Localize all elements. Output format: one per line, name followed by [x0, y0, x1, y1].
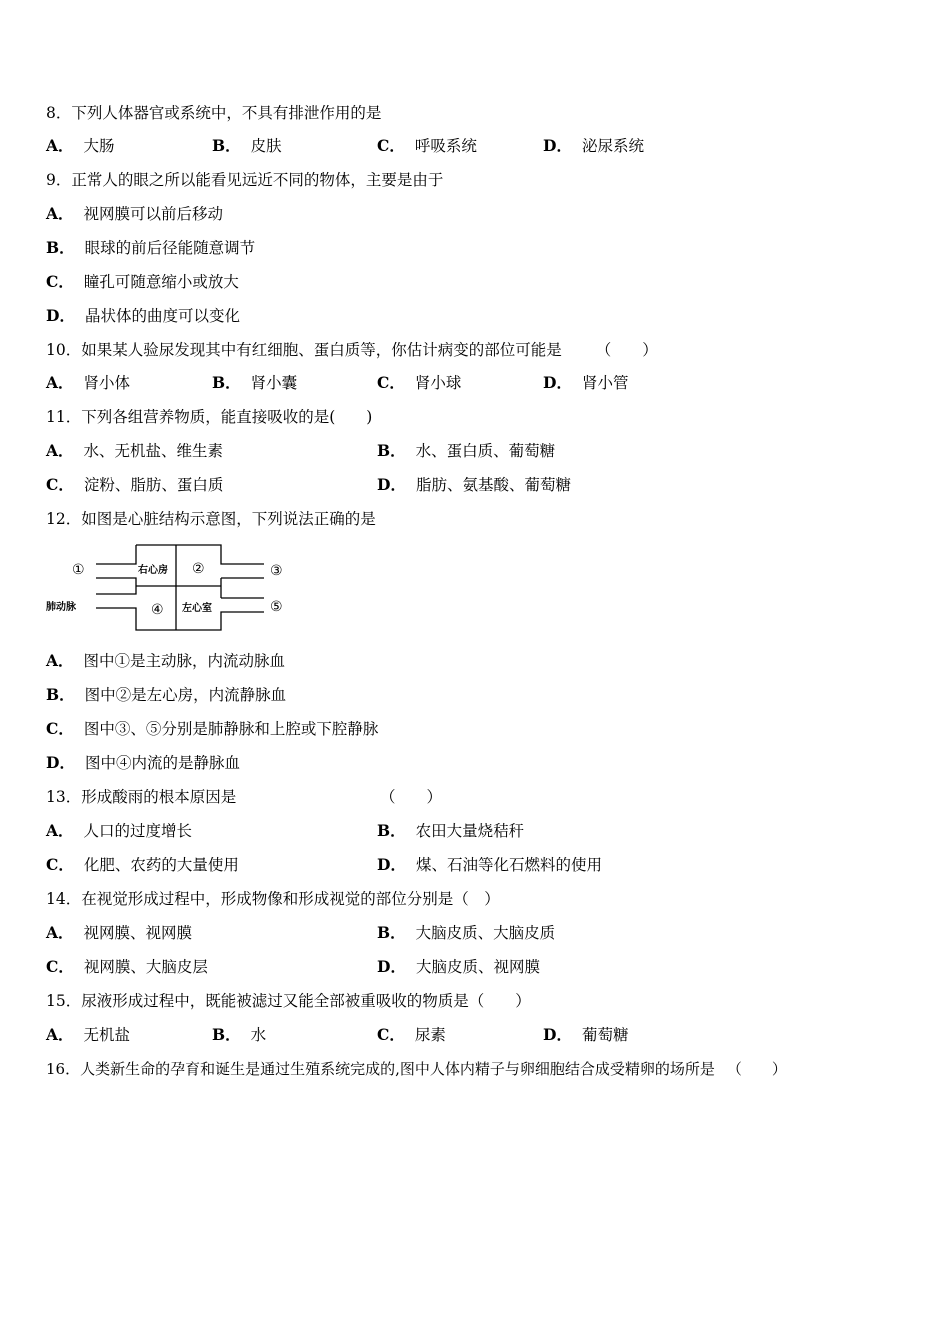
question-9-stem: 9．正常人的眼之所以能看见远近不同的物体，主要是由于 — [46, 171, 444, 189]
q8-option-b: B． 皮肤 — [212, 136, 282, 155]
q14-option-c: C． 视网膜、大脑皮层 — [46, 957, 208, 976]
label-5: ⑤ — [270, 599, 283, 615]
q11-option-a: A． 水、无机盐、维生素 — [46, 441, 224, 460]
q8-option-a: A． 大肠 — [46, 136, 115, 155]
question-15-stem: 15．尿液形成过程中，既能被滤过又能全部被重吸收的物质是（ ） — [46, 992, 531, 1010]
q12-option-b: B． 图中②是左心房，内流静脉血 — [46, 685, 287, 704]
q11-option-b: B． 水、蛋白质、葡萄糖 — [377, 441, 556, 460]
question-8-stem: 8．下列人体器官或系统中，不具有排泄作用的是 — [46, 104, 382, 122]
q10-option-a: A． 肾小体 — [46, 373, 131, 392]
q9-option-d: D． 晶状体的曲度可以变化 — [46, 306, 240, 325]
q12-option-a: A． 图中①是主动脉，内流动脉血 — [46, 651, 286, 670]
answer-blank: （ ） — [595, 341, 658, 359]
question-13-stem: 13．形成酸雨的根本原因是 （ ） — [46, 788, 443, 806]
q8-option-d: D． 泌尿系统 — [543, 136, 644, 155]
label-left-ventricle: 左心室 — [182, 603, 212, 614]
q11-option-d: D． 脂肪、氨基酸、葡萄糖 — [377, 475, 571, 494]
question-11-stem: 11．下列各组营养物质，能直接吸收的是( ) — [46, 408, 373, 426]
q8-option-c: C． 呼吸系统 — [377, 136, 477, 155]
question-16-stem: 16．人类新生命的孕育和诞生是通过生殖系统完成的,图中人体内精子与卵细胞结合成受精卵的场所是 （ ） — [46, 1060, 787, 1078]
answer-blank: （ ） — [380, 788, 443, 806]
q15-option-d: D． 葡萄糖 — [543, 1025, 629, 1044]
q13-option-d: D． 煤、石油等化石燃料的使用 — [377, 855, 602, 874]
q14-option-d: D． 大脑皮质、视网膜 — [377, 957, 540, 976]
q15-option-c: C． 尿素 — [377, 1025, 446, 1044]
question-12-stem: 12．如图是心脏结构示意图，下列说法正确的是 — [46, 510, 376, 528]
question-10-stem: 10．如果某人验尿发现其中有红细胞、蛋白质等，你估计病变的部位可能是 （ ） — [46, 341, 658, 359]
q14-option-a: A． 视网膜、视网膜 — [46, 923, 193, 942]
q11-option-c: C． 淀粉、脂肪、蛋白质 — [46, 475, 224, 494]
q9-option-c: C． 瞳孔可随意缩小或放大 — [46, 272, 239, 291]
q12-option-d: D． 图中④内流的是静脉血 — [46, 753, 240, 772]
q13-option-c: C． 化肥、农药的大量使用 — [46, 855, 239, 874]
q9-option-b: B． 眼球的前后径能随意调节 — [46, 238, 256, 257]
q13-option-a: A． 人口的过度增长 — [46, 821, 193, 840]
q10-option-d: D． 肾小管 — [543, 373, 629, 392]
label-4: ④ — [151, 602, 164, 618]
q15-option-a: A． 无机盐 — [46, 1025, 131, 1044]
q12-option-c: C． 图中③、⑤分别是肺静脉和上腔或下腔静脉 — [46, 719, 379, 738]
q14-option-b: B． 大脑皮质、大脑皮质 — [377, 923, 556, 942]
label-right-atrium: 右心房 — [138, 565, 168, 576]
q9-option-a: A． 视网膜可以前后移动 — [46, 204, 224, 223]
heart-structure-diagram — [44, 542, 294, 634]
label-pulmonary-artery: 肺动脉 — [46, 602, 76, 613]
q10-option-b: B． 肾小囊 — [212, 373, 298, 392]
q15-option-b: B． 水 — [212, 1025, 267, 1044]
q13-option-b: B． 农田大量烧秸秆 — [377, 821, 525, 840]
q10-option-c: C． 肾小球 — [377, 373, 462, 392]
label-2: ② — [192, 561, 205, 577]
label-3: ③ — [270, 563, 283, 579]
question-14-stem: 14．在视觉形成过程中，形成物像和形成视觉的部位分别是（ ） — [46, 890, 500, 908]
answer-blank: （ ） — [726, 1060, 787, 1078]
label-1: ① — [72, 562, 85, 578]
